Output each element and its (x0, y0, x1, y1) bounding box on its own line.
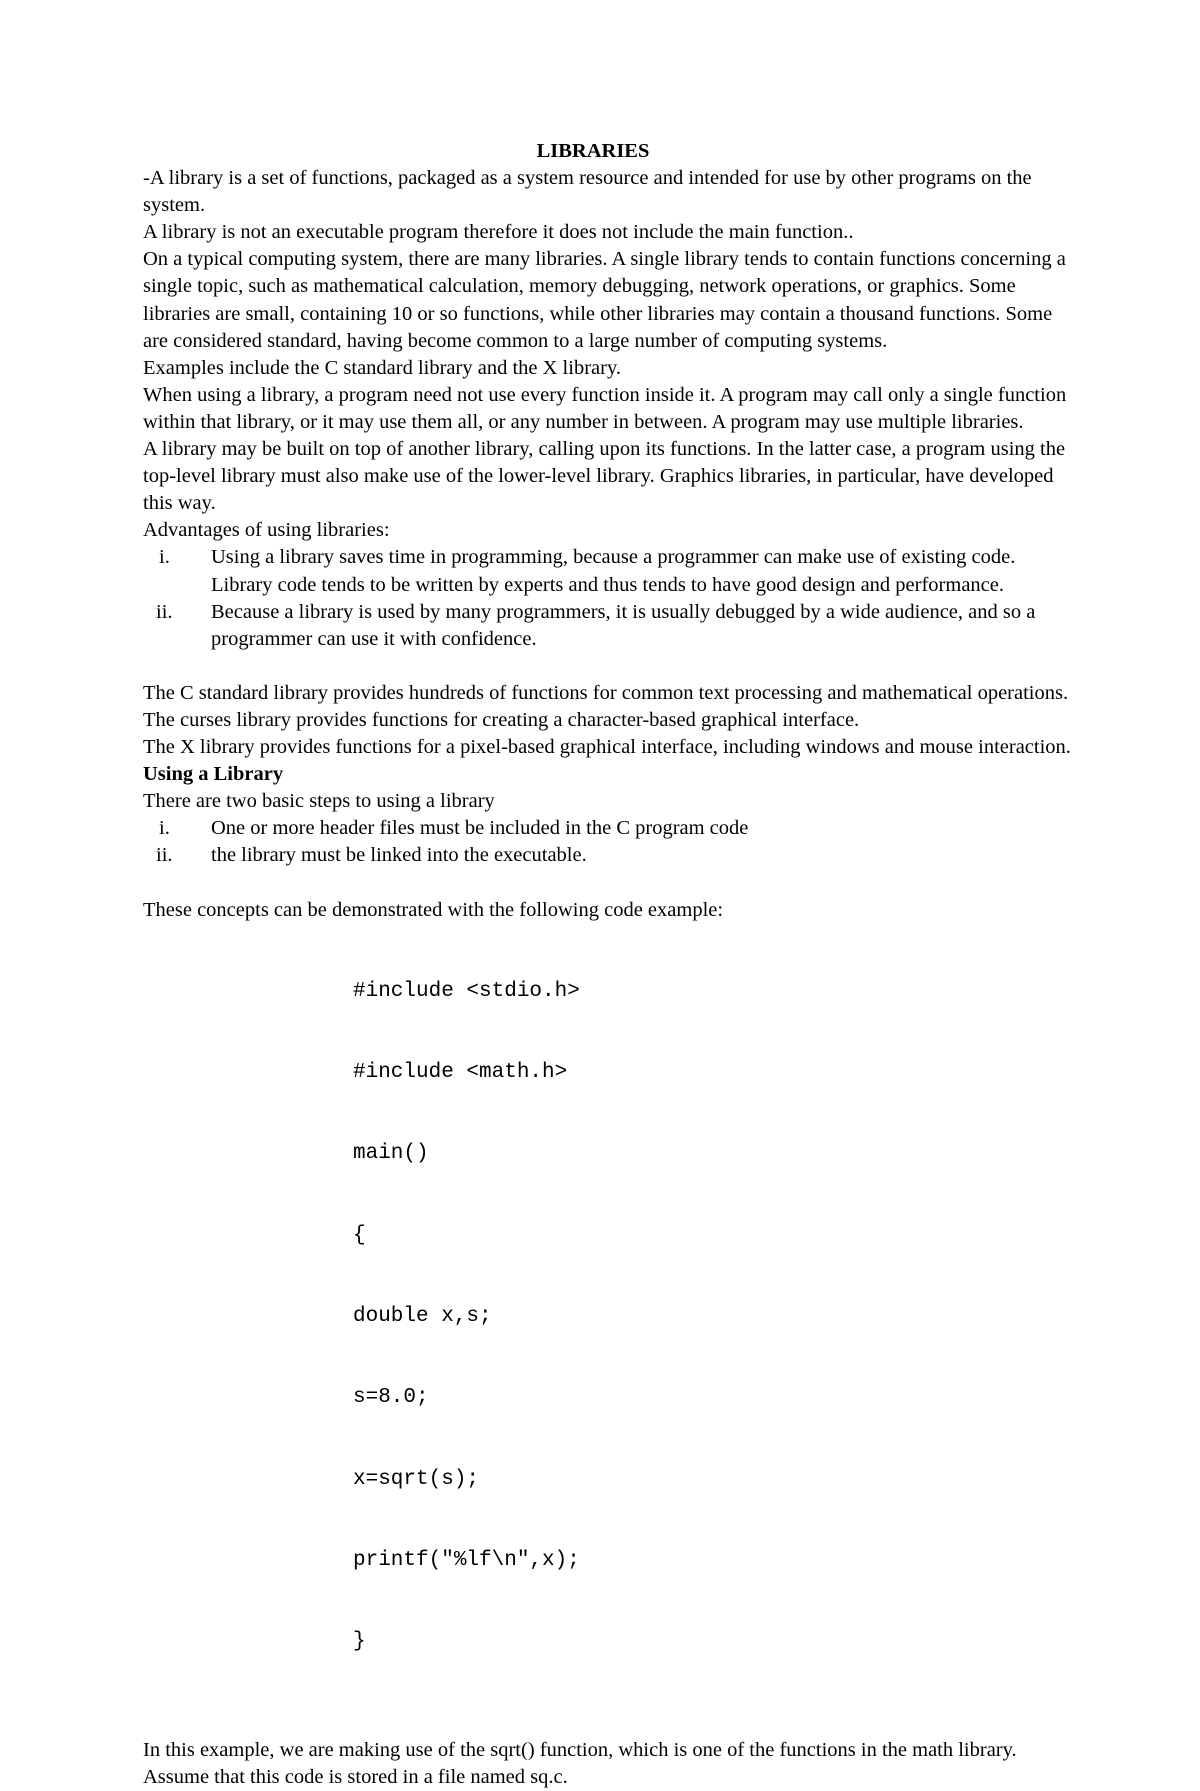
list-item (143, 815, 1073, 842)
list-number: ii. (156, 844, 173, 867)
code-line: double x,s; (353, 1305, 492, 1329)
code-line: main() (353, 1142, 429, 1166)
code-line: s=8.0; (353, 1386, 429, 1410)
code-line: printf("%lf\n",x); (353, 1548, 580, 1572)
list-text: Using a library saves time in programming, because a programmer can make use of existing code. Library code tends to be written by experts and thus tends to have good design and performance. (211, 546, 1016, 596)
library-description-c: The C standard library provides hundreds of functions for common text processing and mathematical operations. (143, 681, 1069, 704)
section-heading: Using a Library (143, 763, 284, 786)
code-block (143, 924, 1073, 1710)
intro-paragraph-5: When using a library, a program need not use every function inside it. A program may call only a single function within that library, or it may use them all, or any number in between. A program may use multiple libraries. (143, 383, 1067, 433)
library-description-curses: The curses library provides functions for creating a character-based graphical interface. (143, 708, 860, 731)
code-line: { (353, 1223, 366, 1247)
steps-intro: There are two basic steps to using a library (143, 790, 495, 813)
list-text: Because a library is used by many programmers, it is usually debugged by a wide audience, and so a programmer can use it with confidence. (211, 600, 1036, 650)
code-line: x=sqrt(s); (353, 1467, 480, 1491)
intro-paragraph-6: A library may be built on top of another library, calling upon its functions. In the latter case, a program using the top-level library must also make use of the lower-level library. Graphics libraries, in particular, have developed this way. (143, 438, 1066, 515)
advantages-list (143, 544, 1073, 652)
spacer (143, 653, 1073, 680)
list-item (143, 599, 1073, 653)
list-item (143, 544, 1073, 598)
list-number: ii. (156, 600, 173, 623)
code-line: #include <math.h> (353, 1061, 568, 1085)
steps-list (143, 815, 1073, 869)
document-page (143, 138, 1073, 1791)
list-item (143, 842, 1073, 869)
advantages-heading: Advantages of using libraries: (143, 519, 390, 542)
spacer (143, 1709, 1073, 1736)
intro-paragraph-1: -A library is a set of functions, packaged as a system resource and intended for use by other programs on the system. (143, 167, 1032, 217)
list-text: the library must be linked into the executable. (211, 844, 587, 867)
intro-paragraph-3: On a typical computing system, there are many libraries. A single library tends to contain functions concerning a single topic, such as mathematical calculation, memory debugging, network operations, or graphics. Some libraries are small, containing 10 or so functions, while other libraries may contain a thousand functions. Some are considered standard, having become common to a large number of computing systems. (143, 248, 1066, 352)
library-description-x: The X library provides functions for a pixel-based graphical interface, including windows and mouse interaction. (143, 736, 1071, 759)
document-title: LIBRARIES (536, 140, 650, 162)
intro-paragraph-4: Examples include the C standard library and the X library. (143, 356, 621, 379)
closing-paragraph: In this example, we are making use of the sqrt() function, which is one of the functions in the math library. Assume that this code is stored in a file named sq.c. (143, 1738, 1017, 1788)
list-number: i. (159, 546, 170, 569)
list-number: i. (159, 817, 170, 840)
code-line: #include <stdio.h> (353, 979, 580, 1003)
code-intro: These concepts can be demonstrated with the following code example: (143, 898, 724, 921)
list-text: One or more header files must be included in the C program code (211, 817, 749, 840)
spacer (143, 870, 1073, 897)
intro-paragraph-2: A library is not an executable program therefore it does not include the main function.. (143, 221, 854, 244)
code-line: } (353, 1630, 366, 1654)
